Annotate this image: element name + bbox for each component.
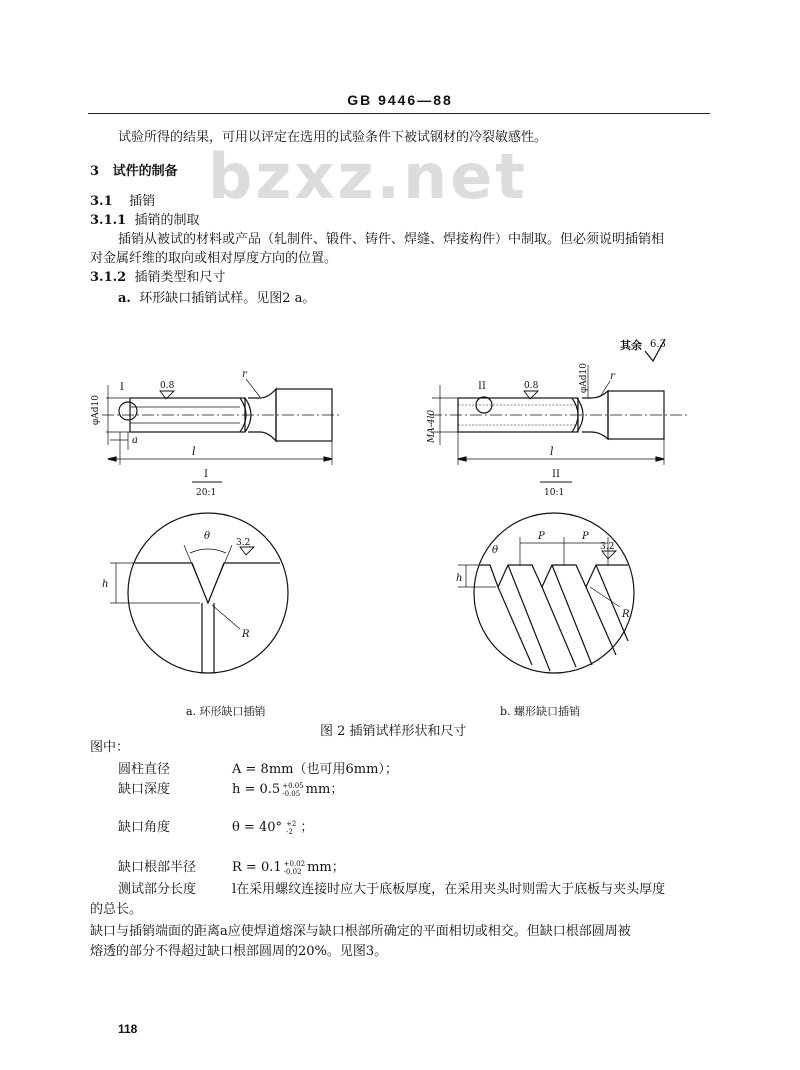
- figure-caption-a: a. 环形缺口插销: [186, 705, 266, 718]
- left-diameter-label: φAd10: [91, 394, 101, 425]
- section-3-1-2-heading: [90, 268, 225, 288]
- right-pin-drawing: [427, 363, 690, 498]
- rest-roughness-label: 其余: [620, 339, 642, 352]
- section-title: 试件的制备: [112, 164, 178, 179]
- section-3-heading: [90, 162, 178, 182]
- page-header: GB 9446—88: [347, 92, 453, 108]
- tolerance-lower: -2: [286, 827, 293, 836]
- right-scale-mark: II: [552, 469, 560, 480]
- closing-paragraph-line1: 缺口与插销端面的距离a应使焊道熔深与缺口根部所确定的平面相切或相交。但缺口根部圆周被: [90, 924, 631, 939]
- right-roughness-value: 0.8: [524, 381, 539, 391]
- param-name: 测试部分长度: [118, 882, 197, 897]
- section-title: 插销类型和尺寸: [134, 270, 226, 285]
- figure-2-drawing: [80, 325, 720, 725]
- param-formula: A = 8mm（也可用6mm）；: [232, 762, 398, 777]
- left-scale-mark: I: [204, 469, 208, 480]
- left-R-label: R: [242, 629, 250, 640]
- right-h-label: h: [456, 573, 463, 584]
- legend-intro: 图中：: [90, 740, 130, 755]
- page-number: 118: [118, 1022, 138, 1036]
- param-value: [232, 780, 343, 800]
- section-number: 3.1.1: [90, 213, 127, 228]
- section-title: 插销: [129, 194, 156, 209]
- param-name: 缺口角度: [118, 820, 171, 835]
- param-formula: h = 0.5: [232, 782, 281, 797]
- rest-roughness-value: 6.3: [650, 339, 666, 350]
- right-arrowhead-icon: [656, 457, 664, 461]
- item-text: 环形缺口插销试样。见图2 a。: [139, 291, 316, 306]
- item-label: a.: [118, 291, 131, 306]
- right-scale: 10:1: [544, 488, 565, 498]
- left-radius-label: r: [242, 369, 247, 380]
- right-detail-mark: II: [478, 381, 486, 392]
- tolerance-upper: +2: [286, 819, 297, 828]
- left-detail-roughness-icon: [240, 547, 254, 555]
- param-value: [232, 858, 345, 878]
- item-a: [118, 289, 315, 309]
- watermark: bzxz.net: [208, 140, 528, 213]
- param-name: 圆柱直径: [118, 762, 171, 777]
- intro-paragraph: 试验所得的结果，可用以评定在选用的试验条件下被试钢材的冷裂敏感性。: [118, 130, 548, 145]
- tolerance-lower: -0.02: [283, 867, 302, 876]
- left-pin-drawing: [91, 369, 342, 498]
- right-length-label: l: [550, 445, 554, 458]
- paragraph-3-1-1-line2: 对金属纤维的取向或相对厚度方向的位置。: [90, 251, 338, 266]
- param-formula: R = 0.1: [232, 860, 282, 875]
- param-name: 缺口根部半径: [118, 860, 197, 875]
- right-detail-roughness-icon: [602, 551, 616, 559]
- section-number: 3.1: [90, 194, 113, 209]
- right-thread-label: MA-4l0: [427, 409, 437, 443]
- section-3-1-heading: [90, 192, 155, 212]
- left-detail-mark: I: [120, 382, 124, 393]
- param-description-line2: 的总长。: [90, 902, 143, 917]
- section-3-1-1-heading: [90, 211, 199, 231]
- param-value: [232, 760, 398, 780]
- left-roughness-value: 0.8: [160, 381, 175, 391]
- section-title: 插销的制取: [134, 213, 200, 228]
- right-detail-view: [456, 513, 634, 673]
- right-radius-label: r: [610, 371, 615, 382]
- left-detail-view: [102, 513, 288, 673]
- section-number: 3: [90, 164, 100, 179]
- tolerance-lower: -0.05: [282, 789, 301, 798]
- figure-caption-b: b. 螺形缺口插销: [500, 705, 581, 718]
- right-diameter-label: φAd10: [579, 362, 589, 393]
- right-arrowhead-icon: [458, 457, 466, 461]
- param-unit: ；: [300, 820, 314, 835]
- tolerance-upper: +0.02: [283, 859, 306, 868]
- param-description-line1: l在采用螺纹连接时应大于底板厚度，在采用夹头时则需大于底板与夹头厚度: [232, 882, 666, 897]
- param-unit: mm；: [307, 860, 345, 875]
- param-unit: mm；: [305, 782, 344, 797]
- right-R-label: R: [622, 609, 630, 620]
- param-formula: θ = 40°: [232, 820, 283, 835]
- left-length-label: l: [192, 445, 196, 458]
- closing-paragraph-line2: 熔透的部分不得超过缺口根部圆周的20%。见图3。: [90, 944, 388, 959]
- left-theta-label: θ: [204, 531, 211, 542]
- header-rule: [88, 113, 710, 114]
- right-detail-roughness: 3.2: [600, 542, 615, 552]
- param-value: [232, 818, 313, 838]
- left-arrowhead-icon: [108, 457, 116, 461]
- left-h-label: h: [102, 579, 109, 590]
- param-name: 缺口深度: [118, 782, 171, 797]
- tolerance-upper: +0.05: [282, 781, 304, 790]
- figure-title: 图 2 插销试样形状和尺寸: [320, 724, 467, 739]
- left-detail-roughness: 3.2: [236, 538, 251, 548]
- right-pitch-label-2: P: [582, 531, 589, 542]
- paragraph-3-1-1-line1: 插销从被试的材料或产品（轧制件、锻件、铸件、焊缝、焊接构件）中制取。但必须说明插销相: [118, 232, 665, 247]
- right-theta-label: θ: [492, 545, 499, 556]
- left-arrowhead-icon: [324, 457, 332, 461]
- left-a-label: a: [132, 435, 138, 446]
- left-scale: 20:1: [196, 488, 217, 498]
- section-number: 3.1.2: [90, 270, 127, 285]
- right-pitch-label-1: P: [538, 531, 545, 542]
